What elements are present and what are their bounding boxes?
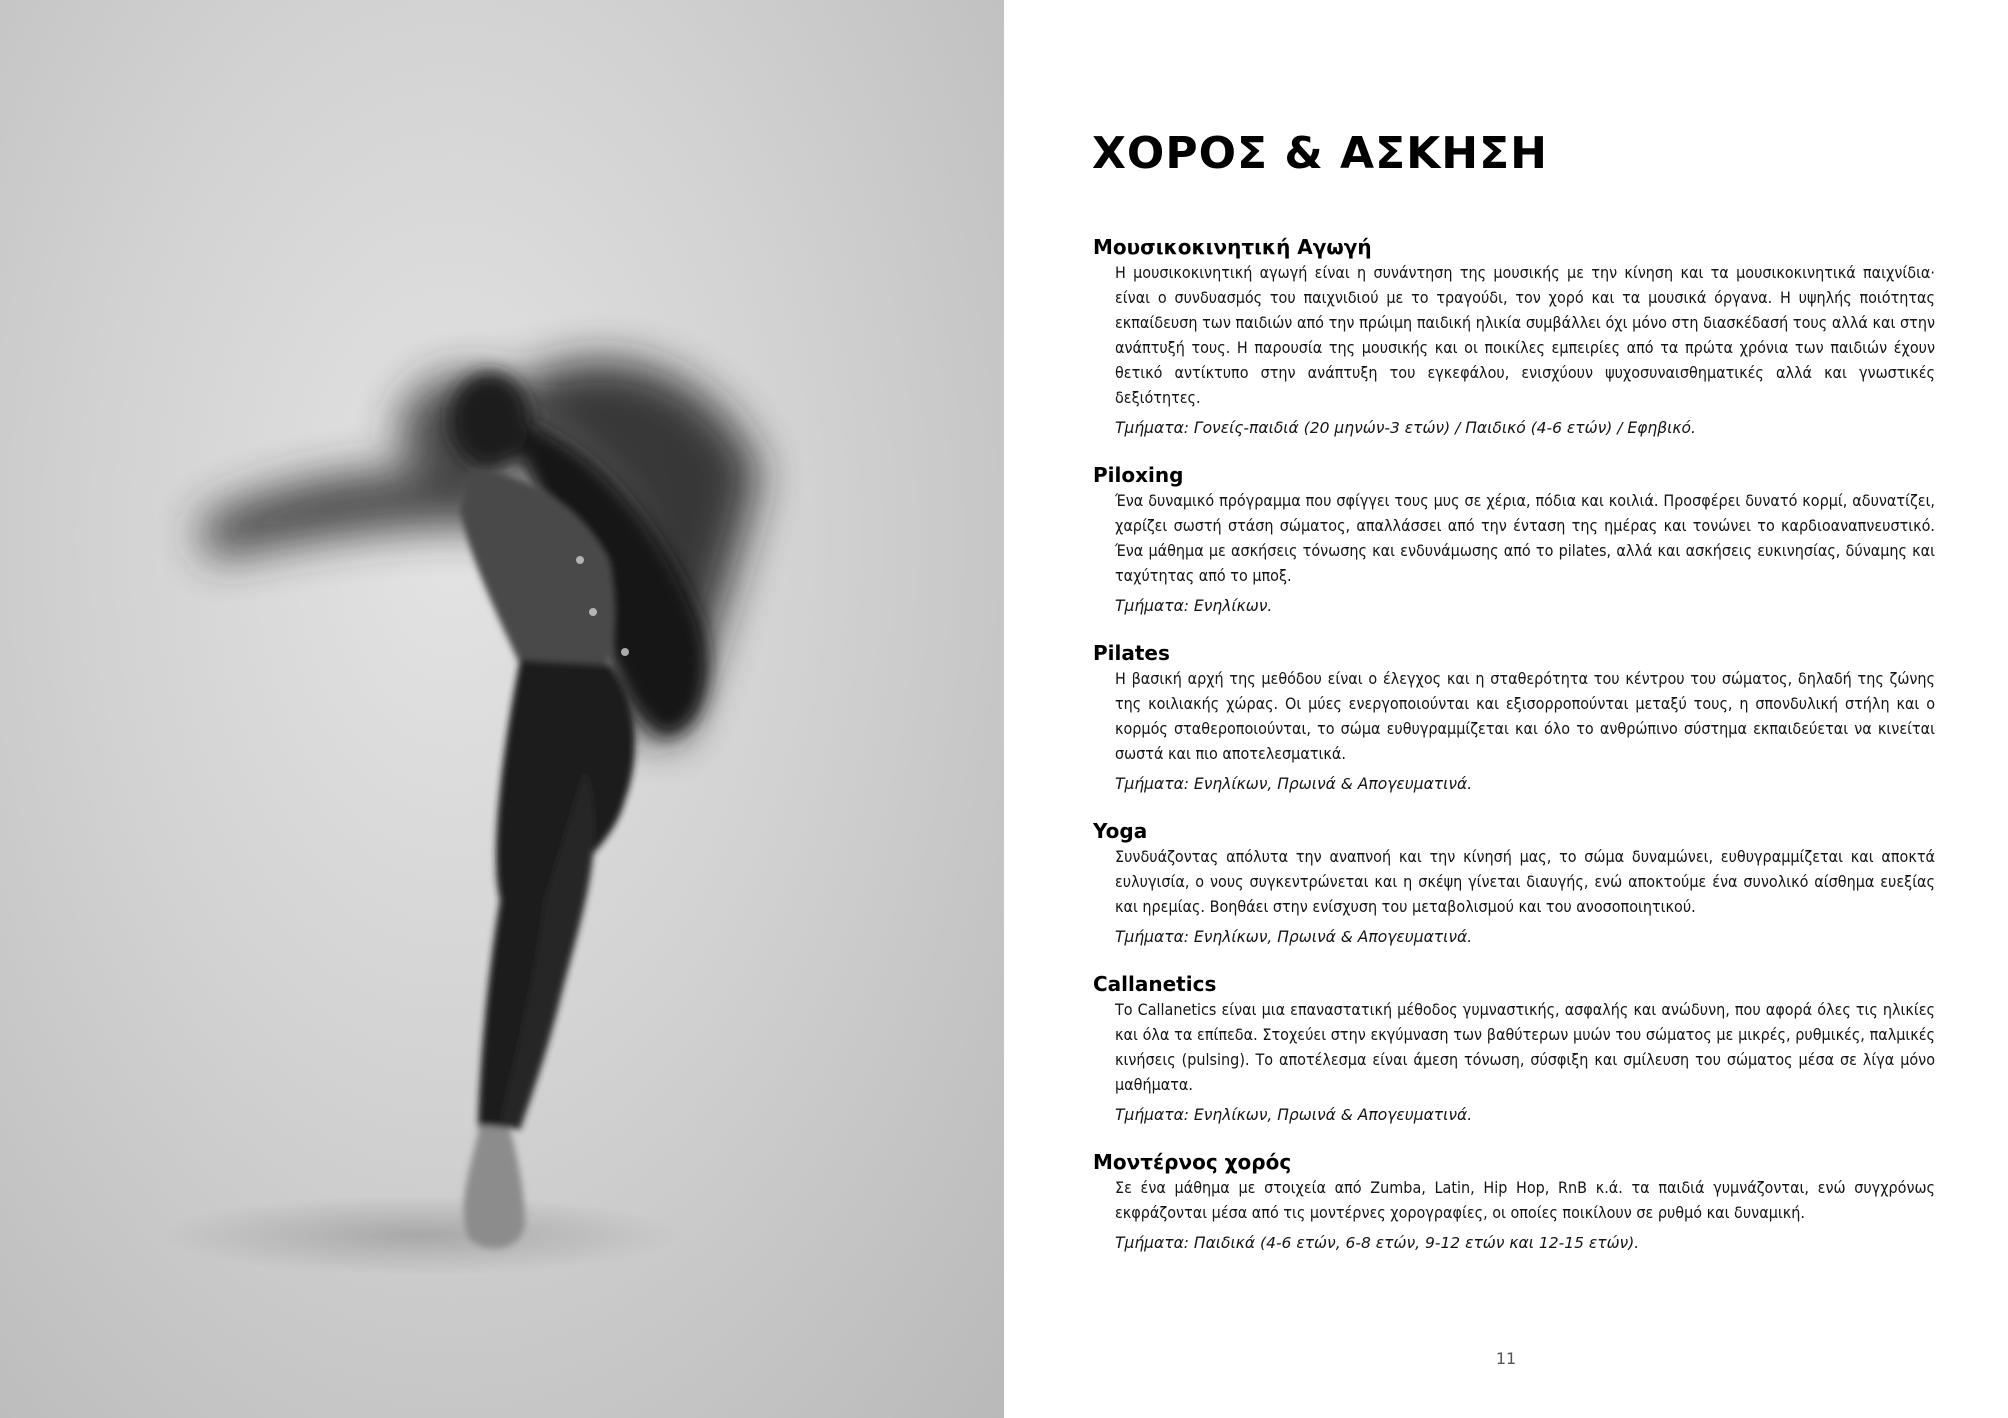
section-title: Piloxing [1093,463,1184,487]
section-body: Σε ένα μάθημα με στοιχεία από Zumba, Latin, Hip Hop, RnB κ.ά. τα παιδιά γυμνάζονται, ενώ συγχρόνως εκφράζονται μέσα από τις μοντέρνες χορογραφίες, οι οποίες ποικίλουν σε ρυθμό και δυναμική. [1115,1178,1935,1222]
section-mousikokinitiki [1093,234,1935,440]
sections-list [1093,234,1935,1277]
section-groups: Τμήματα: Ενηλίκων, Πρωινά & Απογευματινά. [1115,775,1473,793]
section-groups: Τμήματα: Παιδικά (4-6 ετών, 6-8 ετών, 9-12 ετών και 12-15 ετών). [1115,1234,1640,1252]
text-page [1004,0,2008,1418]
section-piloxing [1093,462,1935,618]
section-yoga [1093,818,1935,949]
section-title: Μοντέρνος χορός [1093,1150,1292,1174]
section-groups: Τμήματα: Γονείς-παιδιά (20 μηνών-3 ετών) / Παιδικό (4-6 ετών) / Εφηβικό. [1115,419,1696,437]
section-body: Ένα δυναμικό πρόγραμμα που σφίγγει τους μυς σε χέρια, πόδια και κοιλιά. Προσφέρει δυνατό κορμί, αδυνατίζει, χαρίζει σωστή στάση σώματος, απαλλάσσει από την ένταση της ημέρας και τονώνει το καρδιοαναπνευστικό. Ένα μάθημα με ασκήσεις τόνωσης και ενδυνάμωσης από το pilates, αλλά και ασκήσεις ευκινησίας, δύναμης και ταχύτητας από το μποξ. [1115,491,1935,585]
section-body: Συνδυάζοντας απόλυτα την αναπνοή και την κίνησή μας, το σώμα δυναμώνει, ευθυγραμμίζεται και αποκτά ευλυγισία, ο νους συγκεντρώνεται και η σκέψη γίνεται διαυγής, ενώ αποκτούμε ένα συνολικό αίσθημα ευεξίας και ηρεμίας. Βοηθάει στην ενίσχυση του μεταβολισμού και του ανοσοποιητικού. [1115,847,1935,916]
page-title: ΧΟΡΟΣ & ΑΣΚΗΣΗ [1092,128,1548,179]
section-groups: Τμήματα: Ενηλίκων. [1115,597,1273,615]
section-pilates [1093,640,1935,796]
section-title: Μουσικοκινητική Αγωγή [1093,235,1372,259]
section-body: Το Callanetics είναι μια επαναστατική μέθοδος γυμναστικής, ασφαλής και ανώδυνη, που αφορά όλες τις ηλικίες και όλα τα επίπεδα. Στοχεύει στην εκγύμναση των βαθύτερων μυών του σώματος με μικρές, ρυθμικές, παλμικές κινήσεις (pulsing). Το αποτέλεσμα είναι άμεση τόνωση, σύσφιξη και σμίλευση του σώματος μέσα σε λίγα μόνο μαθήματα. [1115,1000,1935,1094]
section-modern-dance [1093,1149,1935,1255]
page-number: 11 [1495,1349,1517,1368]
section-title: Pilates [1093,641,1170,665]
section-title: Yoga [1093,819,1148,843]
section-body: Η βασική αρχή της μεθόδου είναι ο έλεγχος και η σταθερότητα του κέντρου του σώματος, δηλαδή της ζώνης της κοιλιακής χώρας. Οι μύες ενεργοποιούνται και εξισορροπούνται μεταξύ τους, η σπονδυλική στήλη και ο κορμός σταθεροποιούνται, το σώμα ευθυγραμμίζεται και όλο το ανθρώπινο σύστημα εκπαιδεύεται να κινείται σωστά και πιο αποτελεσματικά. [1115,669,1935,763]
section-callanetics [1093,971,1935,1127]
section-groups: Τμήματα: Ενηλίκων, Πρωινά & Απογευματινά. [1115,1106,1473,1124]
section-body: Η μουσικοκινητική αγωγή είναι η συνάντηση της μουσικής με την κίνηση και τα μουσικοκινητικά παιχνίδια· είναι ο συνδυασμός του παιχνιδιού με το τραγούδι, τον χορό και τα μουσικά όργανα. Η υψηλής ποιότητας εκπαίδευση των παιδιών από την πρώιμη παιδική ηλικία συμβάλλει όχι μόνο στη διασκέδασή τους αλλά και στην ανάπτυξή τους. Η παρουσία της μουσικής και οι ποικίλες εμπειρίες από τα πρώτα χρόνια των παιδιών έχουν θετικό αντίκτυπο στην ανάπτυξη του εγκεφάλου, ενισχύουν ψυχοσυναισθηματικές αλλά και γνωστικές δεξιότητες. [1115,263,1935,407]
section-title: Callanetics [1093,972,1217,996]
section-groups: Τμήματα: Ενηλίκων, Πρωινά & Απογευματινά. [1115,928,1473,946]
